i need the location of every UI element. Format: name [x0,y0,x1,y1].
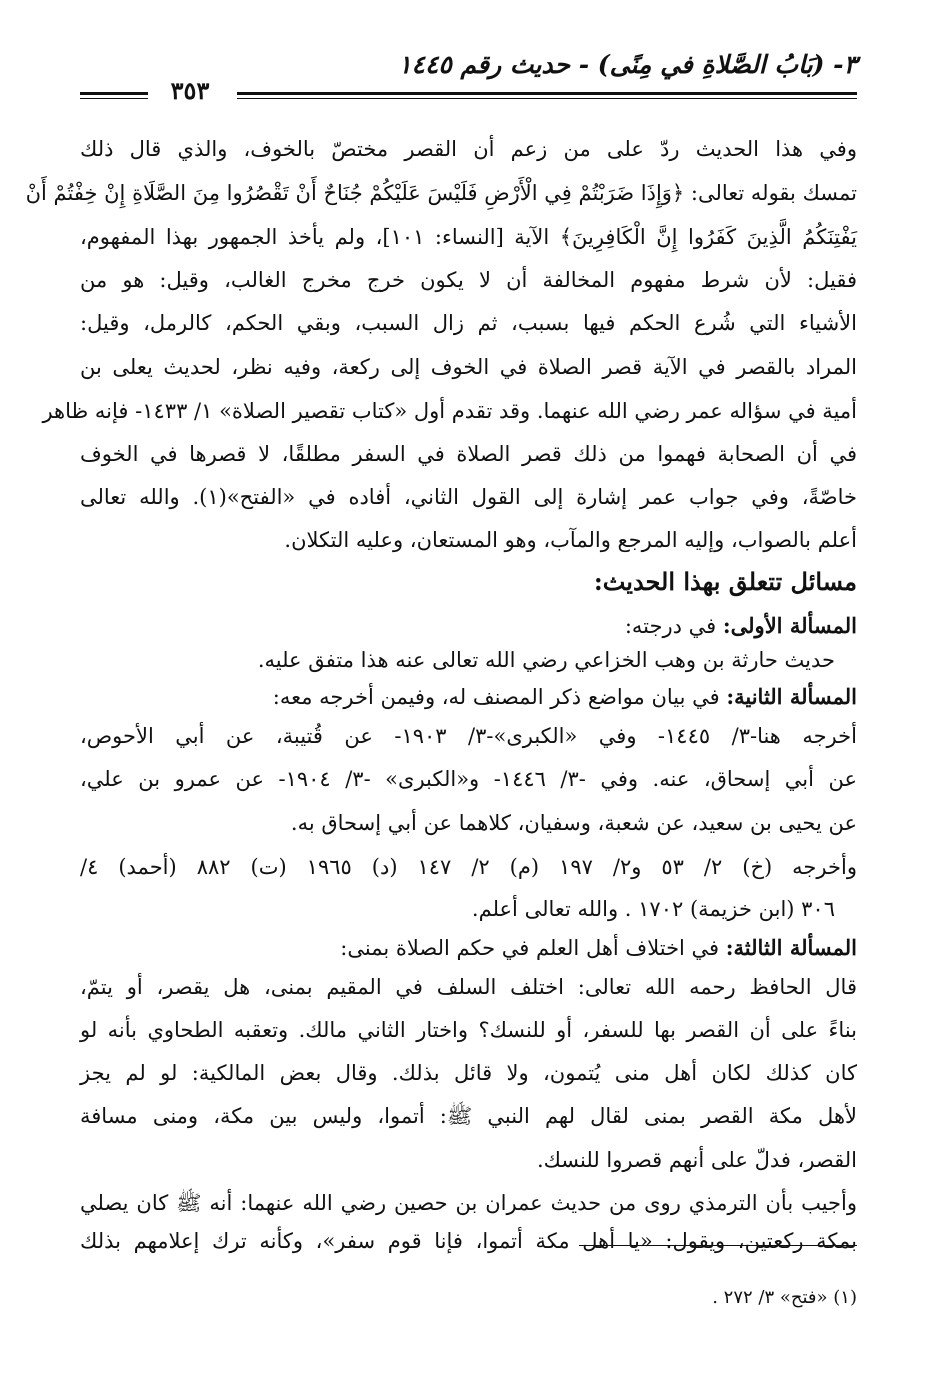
paragraph-line: كان كذلك لكان أهل منى يُتمون، ولا قائل بذلك. وقال بعض المالكية: لو لم يجز [80,1061,857,1085]
issue-label: المسألة الثانية: [726,684,857,709]
paragraph-line: الأشياء التي شُرع الحكم فيها بسبب، ثم زال السبب، وبقي الحكم، كالرمل، وقيل: [80,311,857,335]
header-rule [80,92,148,95]
footnote-separator [579,1245,857,1246]
paragraph-line: أعلم بالصواب، وإليه المرجع والمآب، وهو المستعان، وعليه التكلان. [284,528,857,552]
paragraph-line: حديث حارثة بن وهب الخزاعي رضي الله تعالى عنه هذا متفق عليه. [257,648,835,672]
paragraph-line: أخرجه هنا-٣/ ١٤٤٥- وفي «الكبرى»-٣/ ١٩٠٣- عن قُتيبة، عن أبي الأحوص، [80,724,857,748]
paragraph-line: ٣٠٦ (ابن خزيمة) ١٧٠٢ . والله تعالى أعلم. [471,897,835,921]
issue-label: المسألة الثالثة: [725,935,857,960]
paragraph-line: أمية في سؤاله عمر رضي الله عنهما. وقد تقدم أول «كتاب تقصير الصلاة» ١/ ١٤٣٣- فإنه ظاهر [42,399,857,423]
paragraph-line: وأجيب بأن الترمذي روى من حديث عمران بن حصين رضي الله عنهما: أنه ﷺ كان يصلي [80,1191,857,1215]
header-rule [237,92,857,95]
issue-text: في درجته: [624,614,717,638]
issue-label: المسألة الأولى: [722,613,857,638]
paragraph-line: خاصّةً، وفي جواب عمر إشارة إلى القول الثاني، أفاده في «الفتح»(١). والله تعالى [80,485,857,509]
paragraph-line: وفي هذا الحديث ردّ على من زعم أن القصر مختصّ بالخوف، والذي قال ذلك [80,137,857,161]
paragraph-line: لأهل مكة القصر بمنى لقال لهم النبي ﷺ: أتموا، وليس بين مكة، ومنى مسافة [80,1104,857,1128]
paragraph-line: قال الحافظ رحمه الله تعالى: اختلف السلف في المقيم بمنى، هل يقصر، أو يتمّ، [80,975,857,999]
running-header-title: ٣- (بَابُ الصَّلاةِ في مِنًى) - حديث رقم ١٤٤٥ [398,50,857,79]
paragraph-line: عن يحيى بن سعيد، عن شعبة، وسفيان، كلاهما عن أبي إسحاق به. [290,811,857,835]
footnote: (١) «فتح» ٣/ ٢٧٢ . [712,1287,857,1308]
issue-text: في بيان مواضع ذكر المصنف له، وفيمن أخرجه معه: [272,685,720,709]
header-rule [80,98,148,99]
paragraph-line: عن أبي إسحاق، عنه. وفي -٣/ ١٤٤٦- و«الكبرى» -٣/ ١٩٠٤- عن عمرو بن علي، [80,767,857,791]
paragraph-line: بناءً على أن القصر بها للسفر، أو للنسك؟ واختار الثاني مالك. وتعقبه الطحاوي بأنه لو [80,1018,857,1042]
paragraph-line: يَفْتِنَكُمُ الَّذِينَ كَفَرُوا إِنَّ الْكَافِرِينَ﴾ الآية [النساء: ١٠١]، ولم يأخذ الجمهور بهذا المفهوم، [80,225,857,249]
paragraph-line: تمسك بقوله تعالى: ﴿وَإِذَا ضَرَبْتُمْ فِي الْأَرْضِ فَلَيْسَ عَلَيْكُمْ جُنَاحٌ أَنْ تَقْصُرُوا مِنَ الصَّلَاةِ إِنْ خِفْتُمْ أَنْ [25,181,857,205]
section-heading: مسائل تتعلق بهذا الحديث: [593,567,857,596]
issue-line [80,926,857,970]
paragraph-line: فقيل: لأن شرط مفهوم المخالفة أن لا يكون خرج مخرج الغالب، وقيل: هو من [80,268,857,292]
paragraph-line: بمكة ركعتين، ويقول: «يا أهل مكة أتموا، فإنا قوم سفر»، وكأنه ترك إعلامهم بذلك [80,1229,857,1253]
paragraph-line: المراد بالقصر في الآية قصر الصلاة في الخوف إلى ركعة، وفيه نظر، لحديث يعلى بن [80,355,857,379]
paragraph-line: وأخرجه (خ) ٢/ ٥٣ و٢/ ١٩٧ (م) ٢/ ١٤٧ (د) ١٩٦٥ (ت) ٨٨٢ (أحمد) ٤/ [80,855,857,879]
issue-line [80,675,857,719]
header-rule [237,98,857,99]
page-number: ٣٥٣ [170,76,210,105]
paragraph-line: في أن الصحابة فهموا من ذلك قصر الصلاة في السفر مطلقًا، لا قصرها في الخوف [80,442,857,466]
paragraph-line: القصر، فدلّ على أنهم قصروا للنسك. [536,1148,857,1172]
issue-text: في اختلاف أهل العلم في حكم الصلاة بمنى: [340,936,720,960]
